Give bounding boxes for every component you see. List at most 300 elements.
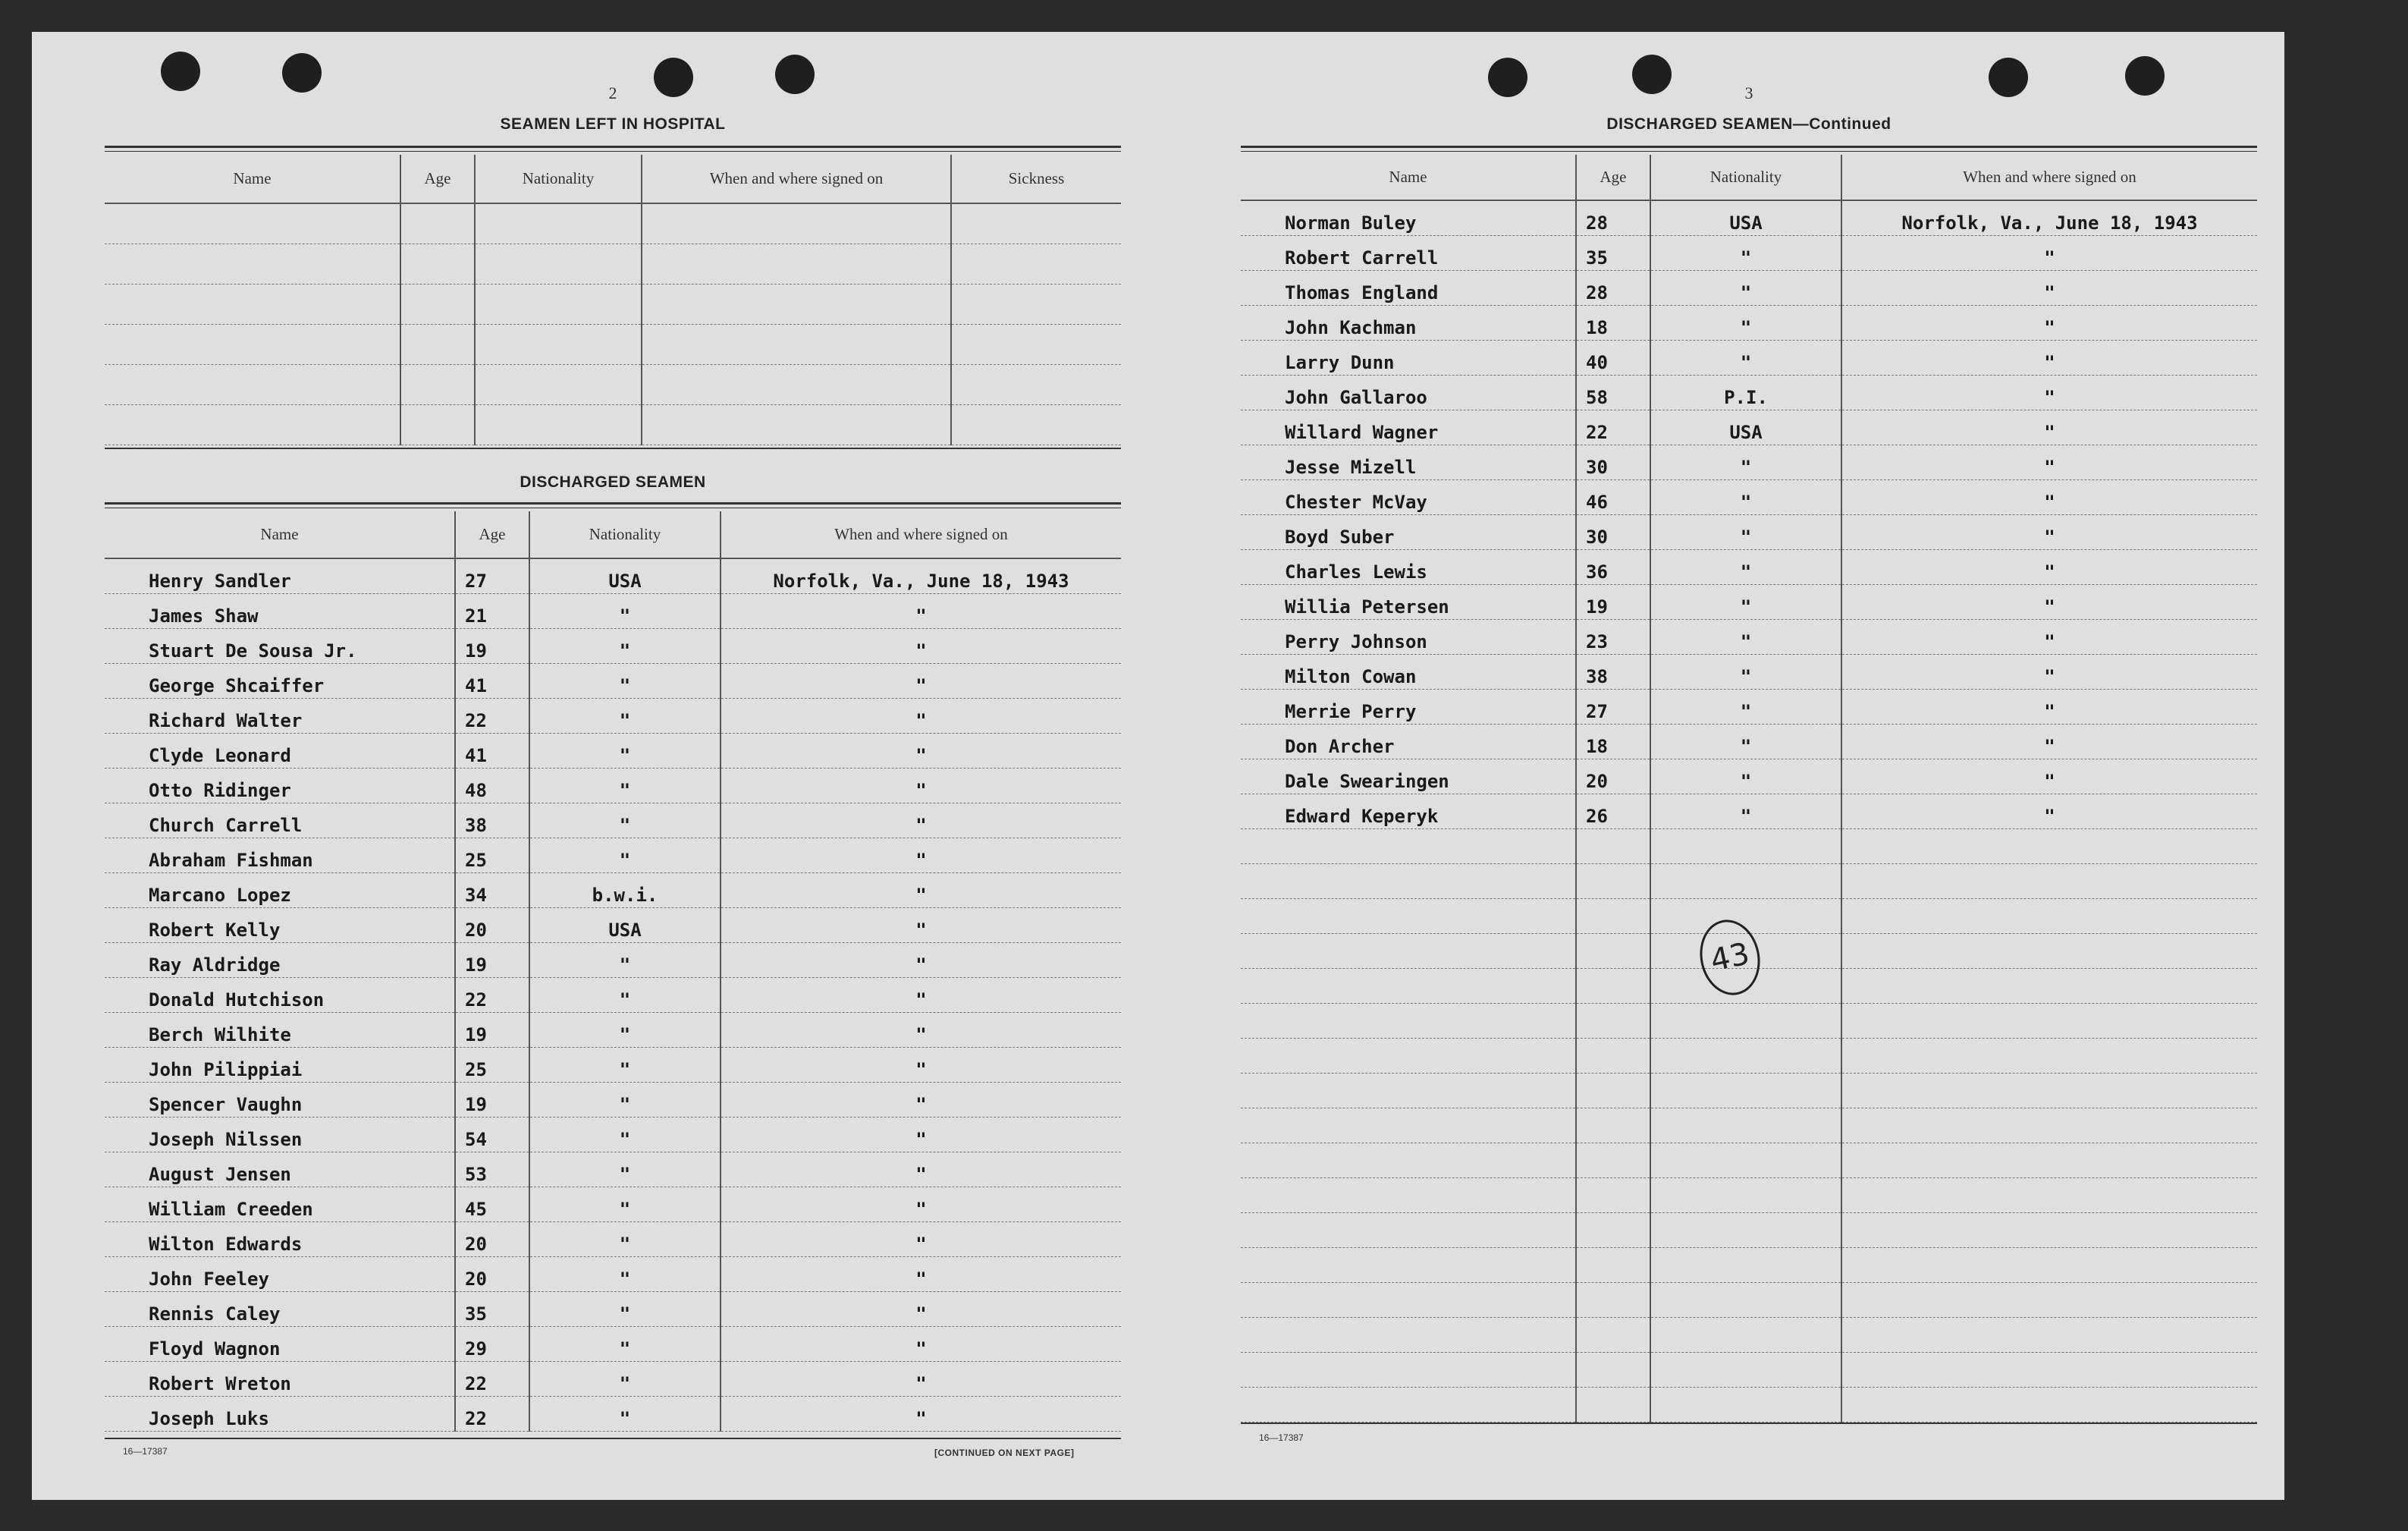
cell-signed: " (721, 663, 1121, 698)
cell-signed: " (721, 1291, 1121, 1326)
cell-signed (1841, 1352, 2257, 1387)
cell-signed: " (721, 1256, 1121, 1291)
empty-cell (475, 324, 642, 364)
cell-name: John Kachman (1241, 305, 1576, 340)
cell-name: Larry Dunn (1241, 340, 1576, 375)
table-row (1241, 1108, 2257, 1143)
cell-signed (1841, 1003, 2257, 1038)
table-row (105, 1152, 1121, 1187)
cell-name: Abraham Fishman (105, 838, 455, 872)
cell-name (1241, 968, 1576, 1003)
cell-name: William Creeden (105, 1187, 455, 1221)
empty-cell (105, 404, 400, 445)
page-number: 2 (608, 83, 617, 102)
table-row (105, 203, 1121, 244)
empty-cell (642, 203, 951, 244)
cell-signed (1841, 1317, 2257, 1352)
cell-nationality (1650, 1247, 1841, 1282)
table-row (1241, 794, 2257, 828)
table-row (105, 1012, 1121, 1047)
col-header-signed: When and where signed on (721, 511, 1121, 558)
cell-signed: " (1841, 584, 2257, 619)
cell-age (1576, 1352, 1650, 1387)
cell-signed (1841, 898, 2257, 933)
cell-name: Chester McVay (1241, 479, 1576, 514)
cell-name: Rennis Caley (105, 1291, 455, 1326)
left-page (105, 32, 1121, 1500)
cell-age: 27 (455, 558, 529, 593)
cell-name (1241, 1003, 1576, 1038)
table-row (1241, 1003, 2257, 1038)
header-rule (105, 502, 1121, 505)
cell-age: 19 (455, 1012, 529, 1047)
cell-signed (1841, 1038, 2257, 1073)
cell-age: 46 (1576, 479, 1650, 514)
cell-nationality (1650, 1143, 1841, 1177)
empty-cell (105, 364, 400, 404)
cell-name: John Feeley (105, 1256, 455, 1291)
cell-age: 22 (455, 1361, 529, 1396)
cell-signed (1841, 828, 2257, 863)
table-row (105, 1326, 1121, 1361)
empty-cell (105, 203, 400, 244)
cell-nationality: " (1650, 654, 1841, 689)
cell-age: 35 (1576, 235, 1650, 270)
table-row (1241, 479, 2257, 514)
cell-nationality (1650, 863, 1841, 898)
cell-nationality (1650, 1282, 1841, 1317)
cell-signed: " (721, 1221, 1121, 1256)
cell-signed: " (721, 872, 1121, 907)
table-row (1241, 863, 2257, 898)
cell-nationality (1650, 1073, 1841, 1108)
cell-signed: " (721, 1012, 1121, 1047)
table-row (105, 942, 1121, 977)
cell-signed: " (721, 698, 1121, 733)
table-row (105, 404, 1121, 445)
col-header-age: Age (1576, 155, 1650, 200)
cell-age: 23 (1576, 619, 1650, 654)
table-row (1241, 689, 2257, 724)
cell-signed: " (1841, 759, 2257, 794)
cell-name: John Gallaroo (1241, 375, 1576, 410)
empty-cell (475, 284, 642, 324)
table-row (1241, 619, 2257, 654)
cell-nationality: " (1650, 724, 1841, 759)
cell-name: Willard Wagner (1241, 410, 1576, 445)
cell-nationality: " (1650, 445, 1841, 479)
cell-signed: " (721, 1361, 1121, 1396)
cell-age: 25 (455, 838, 529, 872)
hospital-title: SEAMEN LEFT IN HOSPITAL (500, 115, 726, 133)
cell-nationality (1650, 1177, 1841, 1212)
col-header-name: Name (105, 155, 400, 203)
cell-signed: " (1841, 619, 2257, 654)
cell-age: 48 (455, 768, 529, 803)
cell-signed (1841, 863, 2257, 898)
cell-age (1576, 1003, 1650, 1038)
discharged-table (105, 511, 1121, 1432)
cell-age: 30 (1576, 445, 1650, 479)
table-row (105, 1187, 1121, 1221)
col-header-name: Name (1241, 155, 1576, 200)
cell-age (1576, 1282, 1650, 1317)
cell-nationality: " (529, 1291, 721, 1326)
cell-nationality: " (529, 1082, 721, 1117)
table-row (1241, 375, 2257, 410)
table-row (1241, 1387, 2257, 1422)
cell-age: 22 (455, 1396, 529, 1431)
table-row (1241, 898, 2257, 933)
cell-signed: " (1841, 410, 2257, 445)
table-row (1241, 1247, 2257, 1282)
cell-signed: " (721, 1326, 1121, 1361)
cell-signed: " (721, 1152, 1121, 1187)
discharged-continued-title: DISCHARGED SEAMEN—Continued (1606, 115, 1892, 133)
empty-cell (105, 324, 400, 364)
cell-age: 54 (455, 1117, 529, 1152)
table-row (1241, 235, 2257, 270)
col-header-nationality: Nationality (529, 511, 721, 558)
cell-name: Henry Sandler (105, 558, 455, 593)
cell-name: John Pilippiai (105, 1047, 455, 1082)
cell-name (1241, 1143, 1576, 1177)
cell-name (1241, 1247, 1576, 1282)
table-row (105, 768, 1121, 803)
cell-nationality: " (1650, 689, 1841, 724)
cell-age: 22 (1576, 410, 1650, 445)
table-row (105, 284, 1121, 324)
cell-age: 36 (1576, 549, 1650, 584)
cell-nationality: " (529, 977, 721, 1012)
cell-name: Floyd Wagnon (105, 1326, 455, 1361)
col-header-sickness: Sickness (951, 155, 1121, 203)
cell-signed: " (1841, 794, 2257, 828)
col-header-signed: When and where signed on (642, 155, 951, 203)
cell-nationality: " (1650, 305, 1841, 340)
cell-signed (1841, 933, 2257, 968)
empty-cell (400, 404, 475, 445)
cell-name: Robert Wreton (105, 1361, 455, 1396)
cell-signed (1841, 1212, 2257, 1247)
cell-nationality: " (529, 1117, 721, 1152)
cell-signed (1841, 1108, 2257, 1143)
cell-signed: " (721, 838, 1121, 872)
cell-nationality: " (529, 628, 721, 663)
cell-signed: " (1841, 689, 2257, 724)
cell-age: 38 (1576, 654, 1650, 689)
cell-nationality: " (529, 1152, 721, 1187)
continued-note: [CONTINUED ON NEXT PAGE] (934, 1448, 1075, 1458)
cell-name: Merrie Perry (1241, 689, 1576, 724)
cell-age: 20 (1576, 759, 1650, 794)
cell-nationality: b.w.i. (529, 872, 721, 907)
cell-signed: " (721, 733, 1121, 768)
table-row (105, 324, 1121, 364)
cell-name: Don Archer (1241, 724, 1576, 759)
cell-signed: " (1841, 724, 2257, 759)
header-rule (105, 146, 1121, 148)
table-row (1241, 654, 2257, 689)
cell-name: Edward Keperyk (1241, 794, 1576, 828)
empty-cell (642, 284, 951, 324)
cell-age: 38 (455, 803, 529, 838)
cell-age (1576, 863, 1650, 898)
cell-signed: " (721, 768, 1121, 803)
cell-signed: " (1841, 445, 2257, 479)
cell-age: 20 (455, 1256, 529, 1291)
cell-signed (1841, 1247, 2257, 1282)
cell-nationality: " (529, 663, 721, 698)
cell-age: 30 (1576, 514, 1650, 549)
table-row (105, 838, 1121, 872)
cell-age: 27 (1576, 689, 1650, 724)
cell-nationality: " (529, 1187, 721, 1221)
table-row (105, 628, 1121, 663)
cell-name (1241, 1387, 1576, 1422)
table-row (105, 977, 1121, 1012)
cell-age (1576, 968, 1650, 1003)
discharged-continued-table (1241, 155, 2257, 1423)
cell-nationality: " (529, 1047, 721, 1082)
table-row (1241, 1143, 2257, 1177)
cell-age: 21 (455, 593, 529, 628)
cell-name: Richard Walter (105, 698, 455, 733)
cell-nationality: " (1650, 619, 1841, 654)
cell-name: Dale Swearingen (1241, 759, 1576, 794)
empty-cell (951, 284, 1121, 324)
table-row (105, 1221, 1121, 1256)
empty-cell (475, 404, 642, 445)
cell-nationality (1650, 1212, 1841, 1247)
hospital-table (105, 155, 1121, 445)
cell-nationality: P.I. (1650, 375, 1841, 410)
cell-age: 26 (1576, 794, 1650, 828)
table-row (105, 1082, 1121, 1117)
table-row (1241, 514, 2257, 549)
empty-cell (951, 324, 1121, 364)
table-row (1241, 1177, 2257, 1212)
empty-cell (642, 324, 951, 364)
cell-name (1241, 1073, 1576, 1108)
cell-nationality: " (529, 1361, 721, 1396)
cell-age (1576, 1038, 1650, 1073)
empty-cell (475, 203, 642, 244)
cell-age (1576, 1247, 1650, 1282)
cell-nationality (1650, 1108, 1841, 1143)
cell-nationality: " (529, 698, 721, 733)
empty-cell (400, 203, 475, 244)
cell-signed: " (1841, 305, 2257, 340)
cell-signed: " (721, 977, 1121, 1012)
col-header-nationality: Nationality (1650, 155, 1841, 200)
empty-cell (642, 364, 951, 404)
cell-nationality: " (529, 803, 721, 838)
document-sheet (32, 32, 2284, 1500)
cell-name (1241, 1108, 1576, 1143)
cell-signed (1841, 1387, 2257, 1422)
cell-nationality: " (529, 1326, 721, 1361)
empty-cell (475, 244, 642, 284)
table-row (105, 1361, 1121, 1396)
cell-name (1241, 898, 1576, 933)
cell-age: 19 (455, 942, 529, 977)
table-row (105, 663, 1121, 698)
cell-name: Berch Wilhite (105, 1012, 455, 1047)
col-header-nationality: Nationality (475, 155, 642, 203)
cell-age (1576, 933, 1650, 968)
cell-nationality: " (1650, 479, 1841, 514)
cell-nationality: " (1650, 235, 1841, 270)
cell-signed: " (721, 628, 1121, 663)
cell-age: 19 (455, 628, 529, 663)
table-row (105, 1047, 1121, 1082)
cell-name: Charles Lewis (1241, 549, 1576, 584)
col-header-age: Age (455, 511, 529, 558)
cell-signed: " (721, 907, 1121, 942)
cell-age: 53 (455, 1152, 529, 1187)
header-rule (1241, 146, 2257, 148)
cell-name: Ray Aldridge (105, 942, 455, 977)
cell-age: 35 (455, 1291, 529, 1326)
cell-name: Wilton Edwards (105, 1221, 455, 1256)
cell-age: 41 (455, 733, 529, 768)
cell-signed (1841, 1073, 2257, 1108)
table-row (1241, 270, 2257, 305)
discharged-title: DISCHARGED SEAMEN (520, 473, 706, 491)
cell-nationality: " (1650, 759, 1841, 794)
table-row (105, 244, 1121, 284)
cell-name: Donald Hutchison (105, 977, 455, 1012)
form-number: 16—17387 (123, 1446, 168, 1457)
empty-cell (951, 203, 1121, 244)
cell-name (1241, 1352, 1576, 1387)
cell-age (1576, 1143, 1650, 1177)
bottom-rule (1241, 1423, 2257, 1424)
cell-name: Perry Johnson (1241, 619, 1576, 654)
empty-cell (105, 244, 400, 284)
cell-name: Jesse Mizell (1241, 445, 1576, 479)
cell-name: Clyde Leonard (105, 733, 455, 768)
cell-nationality (1650, 1003, 1841, 1038)
cell-signed: " (1841, 270, 2257, 305)
cell-nationality: USA (1650, 410, 1841, 445)
cell-name: Willia Petersen (1241, 584, 1576, 619)
cell-nationality (1650, 1038, 1841, 1073)
table-row (105, 364, 1121, 404)
header-rule (1241, 151, 2257, 152)
table-row (105, 1291, 1121, 1326)
table-row (105, 698, 1121, 733)
table-row (105, 1117, 1121, 1152)
cell-nationality: " (1650, 584, 1841, 619)
cell-name: August Jensen (105, 1152, 455, 1187)
cell-age: 25 (455, 1047, 529, 1082)
cell-age: 58 (1576, 375, 1650, 410)
cell-signed: " (721, 1082, 1121, 1117)
cell-signed (1841, 1177, 2257, 1212)
cell-name: Norman Buley (1241, 200, 1576, 235)
cell-name (1241, 1282, 1576, 1317)
cell-name (1241, 828, 1576, 863)
empty-cell (400, 364, 475, 404)
cell-signed: Norfolk, Va., June 18, 1943 (721, 558, 1121, 593)
cell-nationality: " (1650, 270, 1841, 305)
table-row (1241, 1352, 2257, 1387)
cell-name: George Shcaiffer (105, 663, 455, 698)
empty-cell (951, 244, 1121, 284)
cell-name: Joseph Luks (105, 1396, 455, 1431)
cell-age (1576, 1073, 1650, 1108)
cell-signed: " (721, 1187, 1121, 1221)
cell-name: Church Carrell (105, 803, 455, 838)
empty-cell (400, 324, 475, 364)
right-page (1241, 32, 2257, 1500)
cell-nationality: USA (529, 907, 721, 942)
cell-age: 28 (1576, 200, 1650, 235)
cell-age: 34 (455, 872, 529, 907)
cell-age: 18 (1576, 305, 1650, 340)
cell-nationality: " (1650, 794, 1841, 828)
cell-signed: Norfolk, Va., June 18, 1943 (1841, 200, 2257, 235)
cell-signed: " (1841, 654, 2257, 689)
cell-name (1241, 933, 1576, 968)
table-row (1241, 584, 2257, 619)
cell-age: 18 (1576, 724, 1650, 759)
cell-signed: " (1841, 375, 2257, 410)
cell-age (1576, 828, 1650, 863)
cell-nationality (1650, 828, 1841, 863)
table-row (1241, 445, 2257, 479)
cell-age: 22 (455, 698, 529, 733)
table-row (105, 593, 1121, 628)
cell-age: 41 (455, 663, 529, 698)
cell-name: Joseph Nilssen (105, 1117, 455, 1152)
cell-signed: " (1841, 514, 2257, 549)
table-row (105, 1256, 1121, 1291)
cell-age (1576, 1212, 1650, 1247)
empty-cell (400, 284, 475, 324)
empty-cell (951, 364, 1121, 404)
table-row (1241, 305, 2257, 340)
cell-signed: " (721, 942, 1121, 977)
cell-signed: " (721, 803, 1121, 838)
page-number: 3 (1744, 83, 1753, 102)
cell-name: Thomas England (1241, 270, 1576, 305)
cell-age: 28 (1576, 270, 1650, 305)
header-rule (105, 151, 1121, 152)
empty-cell (642, 404, 951, 445)
empty-cell (475, 364, 642, 404)
form-number: 16—17387 (1259, 1432, 1304, 1443)
table-row (1241, 340, 2257, 375)
cell-name (1241, 1317, 1576, 1352)
cell-age (1576, 1177, 1650, 1212)
table-row (1241, 549, 2257, 584)
cell-age (1576, 1317, 1650, 1352)
cell-nationality: " (1650, 340, 1841, 375)
cell-signed: " (1841, 479, 2257, 514)
cell-nationality (1650, 1352, 1841, 1387)
table-row (1241, 1317, 2257, 1352)
table-row (105, 872, 1121, 907)
table-row (1241, 1038, 2257, 1073)
table-row (105, 558, 1121, 593)
cell-nationality (1650, 1317, 1841, 1352)
table-row (1241, 410, 2257, 445)
cell-name: Robert Kelly (105, 907, 455, 942)
cell-signed: " (721, 593, 1121, 628)
